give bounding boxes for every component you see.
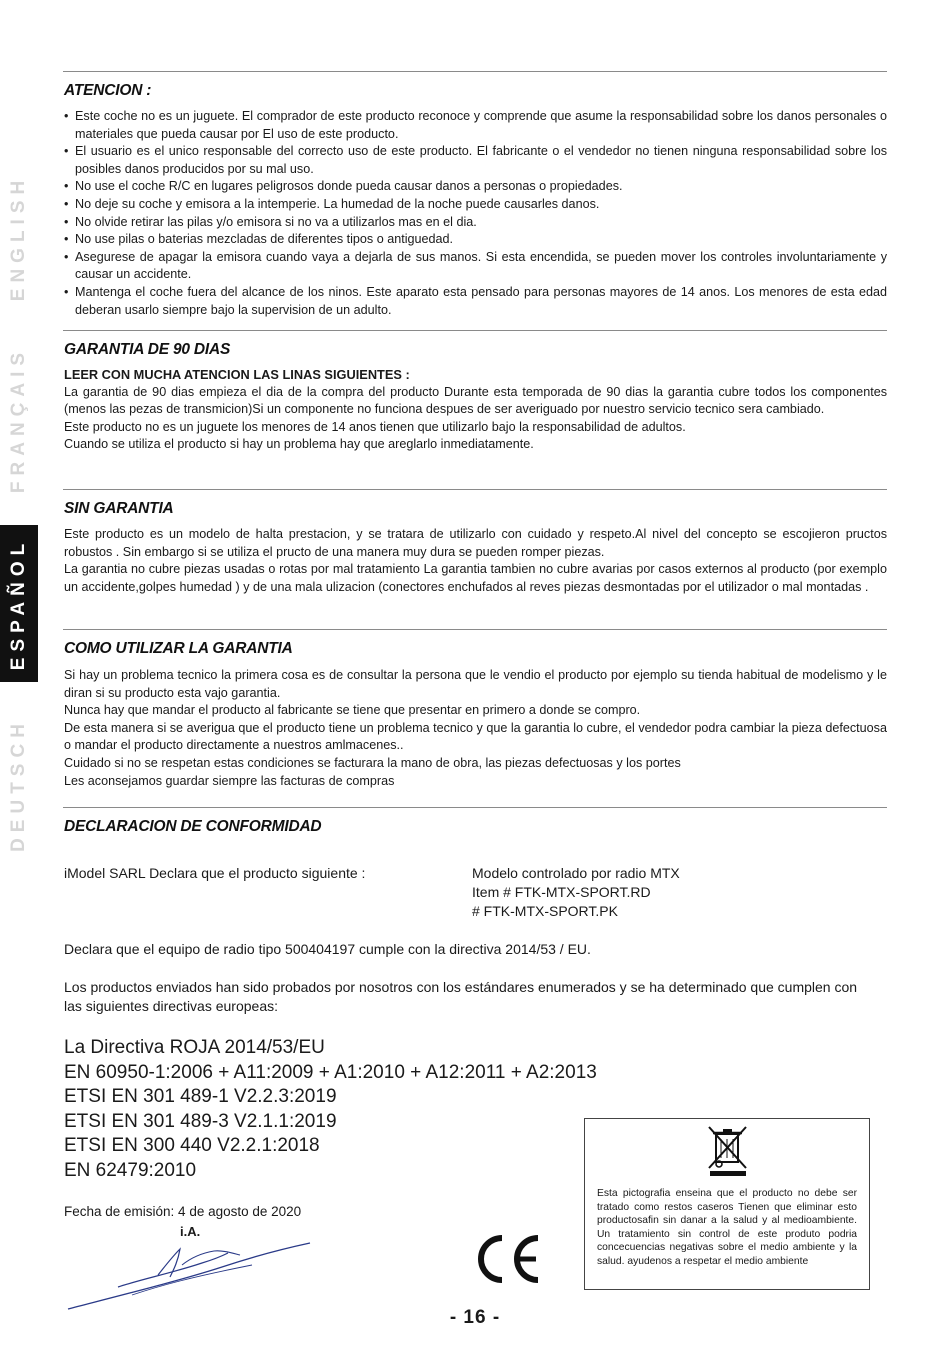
declaration-company-text: iModel SARL Declara que el producto siguiente : bbox=[64, 865, 366, 881]
page-number: - 16 - bbox=[449, 1307, 501, 1328]
bullet-item: • Asegurese de apagar la emisora cuando vaya a dejarla de sus manos. Si esta encendida, se pueden mover los controles involuntariamente y causar un accidente. bbox=[64, 249, 887, 284]
paragraph: Si hay un problema tecnico la primera cosa es de consultar la persona que le vendio el producto por ejemplo su tienda habitual de modelismo y le diran si su producto esta vajo garantia. bbox=[64, 668, 887, 700]
paragraph: Este producto es un modelo de halta prestacion, y se tratara de utilizarlo con cuidado y respeto.Al nivel del concepto se escojieron pructos robustos . Sin embargo si se utiliza el pructo de una manera muy dura se pueden romper piezas. bbox=[64, 527, 887, 559]
bullet-item: • Este coche no es un juguete. El comprador de este producto reconoce y comprende que asume la responsabilidad sobre los danos personales o materiales que pueda causar por El uso de este producto. bbox=[64, 108, 887, 143]
garantia-90-section bbox=[64, 366, 887, 454]
paragraph: La garantia de 90 dias empieza el dia de la compra del producto Durante esta temporada de 90 dias la garantia cubre todos los componentes (menos las pezas de transmicion)Si un componente no funciona despues de ser averiguado por nuestro servicio tecnico sera cambiado. bbox=[64, 384, 887, 417]
standard-item: La Directiva ROJA 2014/53/EU bbox=[64, 1037, 325, 1058]
weee-notice-box bbox=[584, 1118, 870, 1290]
sin-garantia-section bbox=[64, 526, 887, 596]
section-title-como-utilizar: COMO UTILIZAR LA GARANTIA bbox=[64, 640, 293, 657]
paragraph: Cuidado si no se respetan estas condiciones se facturara la mano de obra, las piezas defectuosas y los portes bbox=[64, 755, 681, 770]
bullet-item: • El usuario es el unico responsable del correcto uso de este producto. El fabricante o el vendedor no tienen ninguna responsabilidad sobre los posibles danos producidos por su mal uso. bbox=[64, 143, 887, 178]
paragraph: De esta manera si se averigua que el producto tiene un problema tecnico y que la garantia lo cubre, el vendedor podra cambiar la pieza defectuosa o mandar el producto directamente a nuestros amlmacenes.. bbox=[64, 720, 887, 753]
section-divider bbox=[63, 629, 887, 630]
language-tab-label: DEUTSCH bbox=[8, 718, 29, 852]
paragraph: Les aconsejamos guardar siempre las facturas de compras bbox=[64, 773, 395, 788]
language-tab-deutsch bbox=[0, 705, 38, 865]
language-tab-english bbox=[0, 160, 38, 315]
section-divider bbox=[63, 330, 887, 331]
weee-notice-text: Esta pictografia enseina que el producto no debe ser tratado como restos caseros Tienen que eliminar esto productosafin sin danar a la salud y al medioambiente. Un tratamiento sin control de este produto podria concecuencias negativas sobre el medio ambiente y la salud. ayudenos a respetar el medio ambiente bbox=[597, 1188, 857, 1267]
atencion-section bbox=[64, 108, 887, 319]
language-tab-francais bbox=[0, 340, 38, 500]
language-tab-label: ESPAÑOL bbox=[8, 537, 29, 670]
atencion-bullet-list bbox=[64, 108, 887, 319]
product-line: Modelo controlado por radio MTX bbox=[472, 865, 680, 881]
section-divider bbox=[63, 71, 887, 72]
language-tab-label: FRANÇAIS bbox=[8, 346, 30, 494]
signature bbox=[62, 1235, 317, 1315]
product-line: Item # FTK-MTX-SPORT.RD bbox=[472, 884, 651, 900]
tested-standards-text: Los productos enviados han sido probados por nosotros con los estándares enumerados y se ha determinado que cumplen con las siguientes directivas europeas: bbox=[64, 979, 858, 1014]
product-line: # FTK-MTX-SPORT.PK bbox=[472, 903, 618, 919]
ce-mark bbox=[470, 1228, 546, 1290]
standard-item: ETSI EN 300 440 V2.2.1:2018 bbox=[64, 1135, 320, 1157]
ce-mark-graphic bbox=[470, 1228, 546, 1290]
bullet-item: • No use pilas o baterias mezcladas de diferentes tipos o antiguedad. bbox=[64, 231, 887, 249]
bullet-item: • No olvide retirar las pilas y/o emisora si no va a utilizarlos mas en el dia. bbox=[64, 214, 887, 232]
standard-item: ETSI EN 301 489-1 V2.2.3:2019 bbox=[64, 1086, 337, 1108]
section-subtitle: LEER CON MUCHA ATENCION LAS LINAS SIGUIENTES : bbox=[64, 367, 410, 382]
section-title-declaracion: DECLARACION DE CONFORMIDAD bbox=[64, 818, 322, 835]
crossed-out-bin-icon bbox=[706, 1124, 750, 1178]
section-divider bbox=[63, 489, 887, 490]
language-tab-espanol bbox=[0, 525, 38, 682]
standard-item: EN 60950-1:2006 + A11:2009 + A1:2010 + A12:2011 + A2:2013 bbox=[64, 1061, 597, 1083]
section-title-garantia-90: GARANTIA DE 90 DIAS bbox=[64, 341, 231, 358]
paragraph: La garantia no cubre piezas usadas o rotas por mal tratamiento La garantia tambien no cubre avarias por casos externos al producto (por exemplo un accidente,golpes humedad ) y de una mala ulizacion (conectores enchufados al reves piezas desmontadas por el utilizador o mal montadas . bbox=[64, 562, 887, 594]
product-identification bbox=[472, 864, 680, 921]
section-title-sin-garantia: SIN GARANTIA bbox=[64, 500, 174, 517]
language-tab-label: ENGLISH bbox=[8, 174, 30, 301]
ia-label: i.A. bbox=[180, 1224, 201, 1239]
section-divider bbox=[63, 807, 887, 808]
standards-list bbox=[64, 1036, 597, 1184]
paragraph: Nunca hay que mandar el producto al fabricante se tiene que presentar en primero a donde se compro. bbox=[64, 703, 641, 718]
radio-compliance-text: Declara que el equipo de radio tipo 500404197 cumple con la directiva 2014/53 / EU. bbox=[64, 941, 591, 957]
bullet-item: • Mantenga el coche fuera del alcance de los ninos. Este aparato esta pensado para personas mayores de 14 anos. Los menores de esta edad deberan usarlo siempre bajo la supervision de un adulto. bbox=[64, 284, 887, 319]
como-utilizar-section bbox=[64, 667, 887, 790]
bullet-item: • No deje su coche y emisora a la intemperie. La humedad de la noche puede causarles danos. bbox=[64, 196, 887, 214]
standard-item: ETSI EN 301 489-3 V2.1.1:2019 bbox=[64, 1110, 337, 1132]
paragraph: Este producto no es un juguete los menores de 14 anos tienen que utilizarlo bajo la responsabilidad de adultos. bbox=[64, 419, 686, 434]
paragraph: Cuando se utiliza el producto si hay un problema hay que areglarlo inmediatamente. bbox=[64, 437, 534, 452]
section-title-atencion: ATENCION : bbox=[64, 82, 152, 99]
issue-date: Fecha de emisión: 4 de agosto de 2020 bbox=[64, 1204, 302, 1219]
standard-item: EN 62479:2010 bbox=[64, 1159, 197, 1181]
bullet-item: • No use el coche R/C en lugares peligrosos donde pueda causar danos a personas o propiedades. bbox=[64, 178, 887, 196]
